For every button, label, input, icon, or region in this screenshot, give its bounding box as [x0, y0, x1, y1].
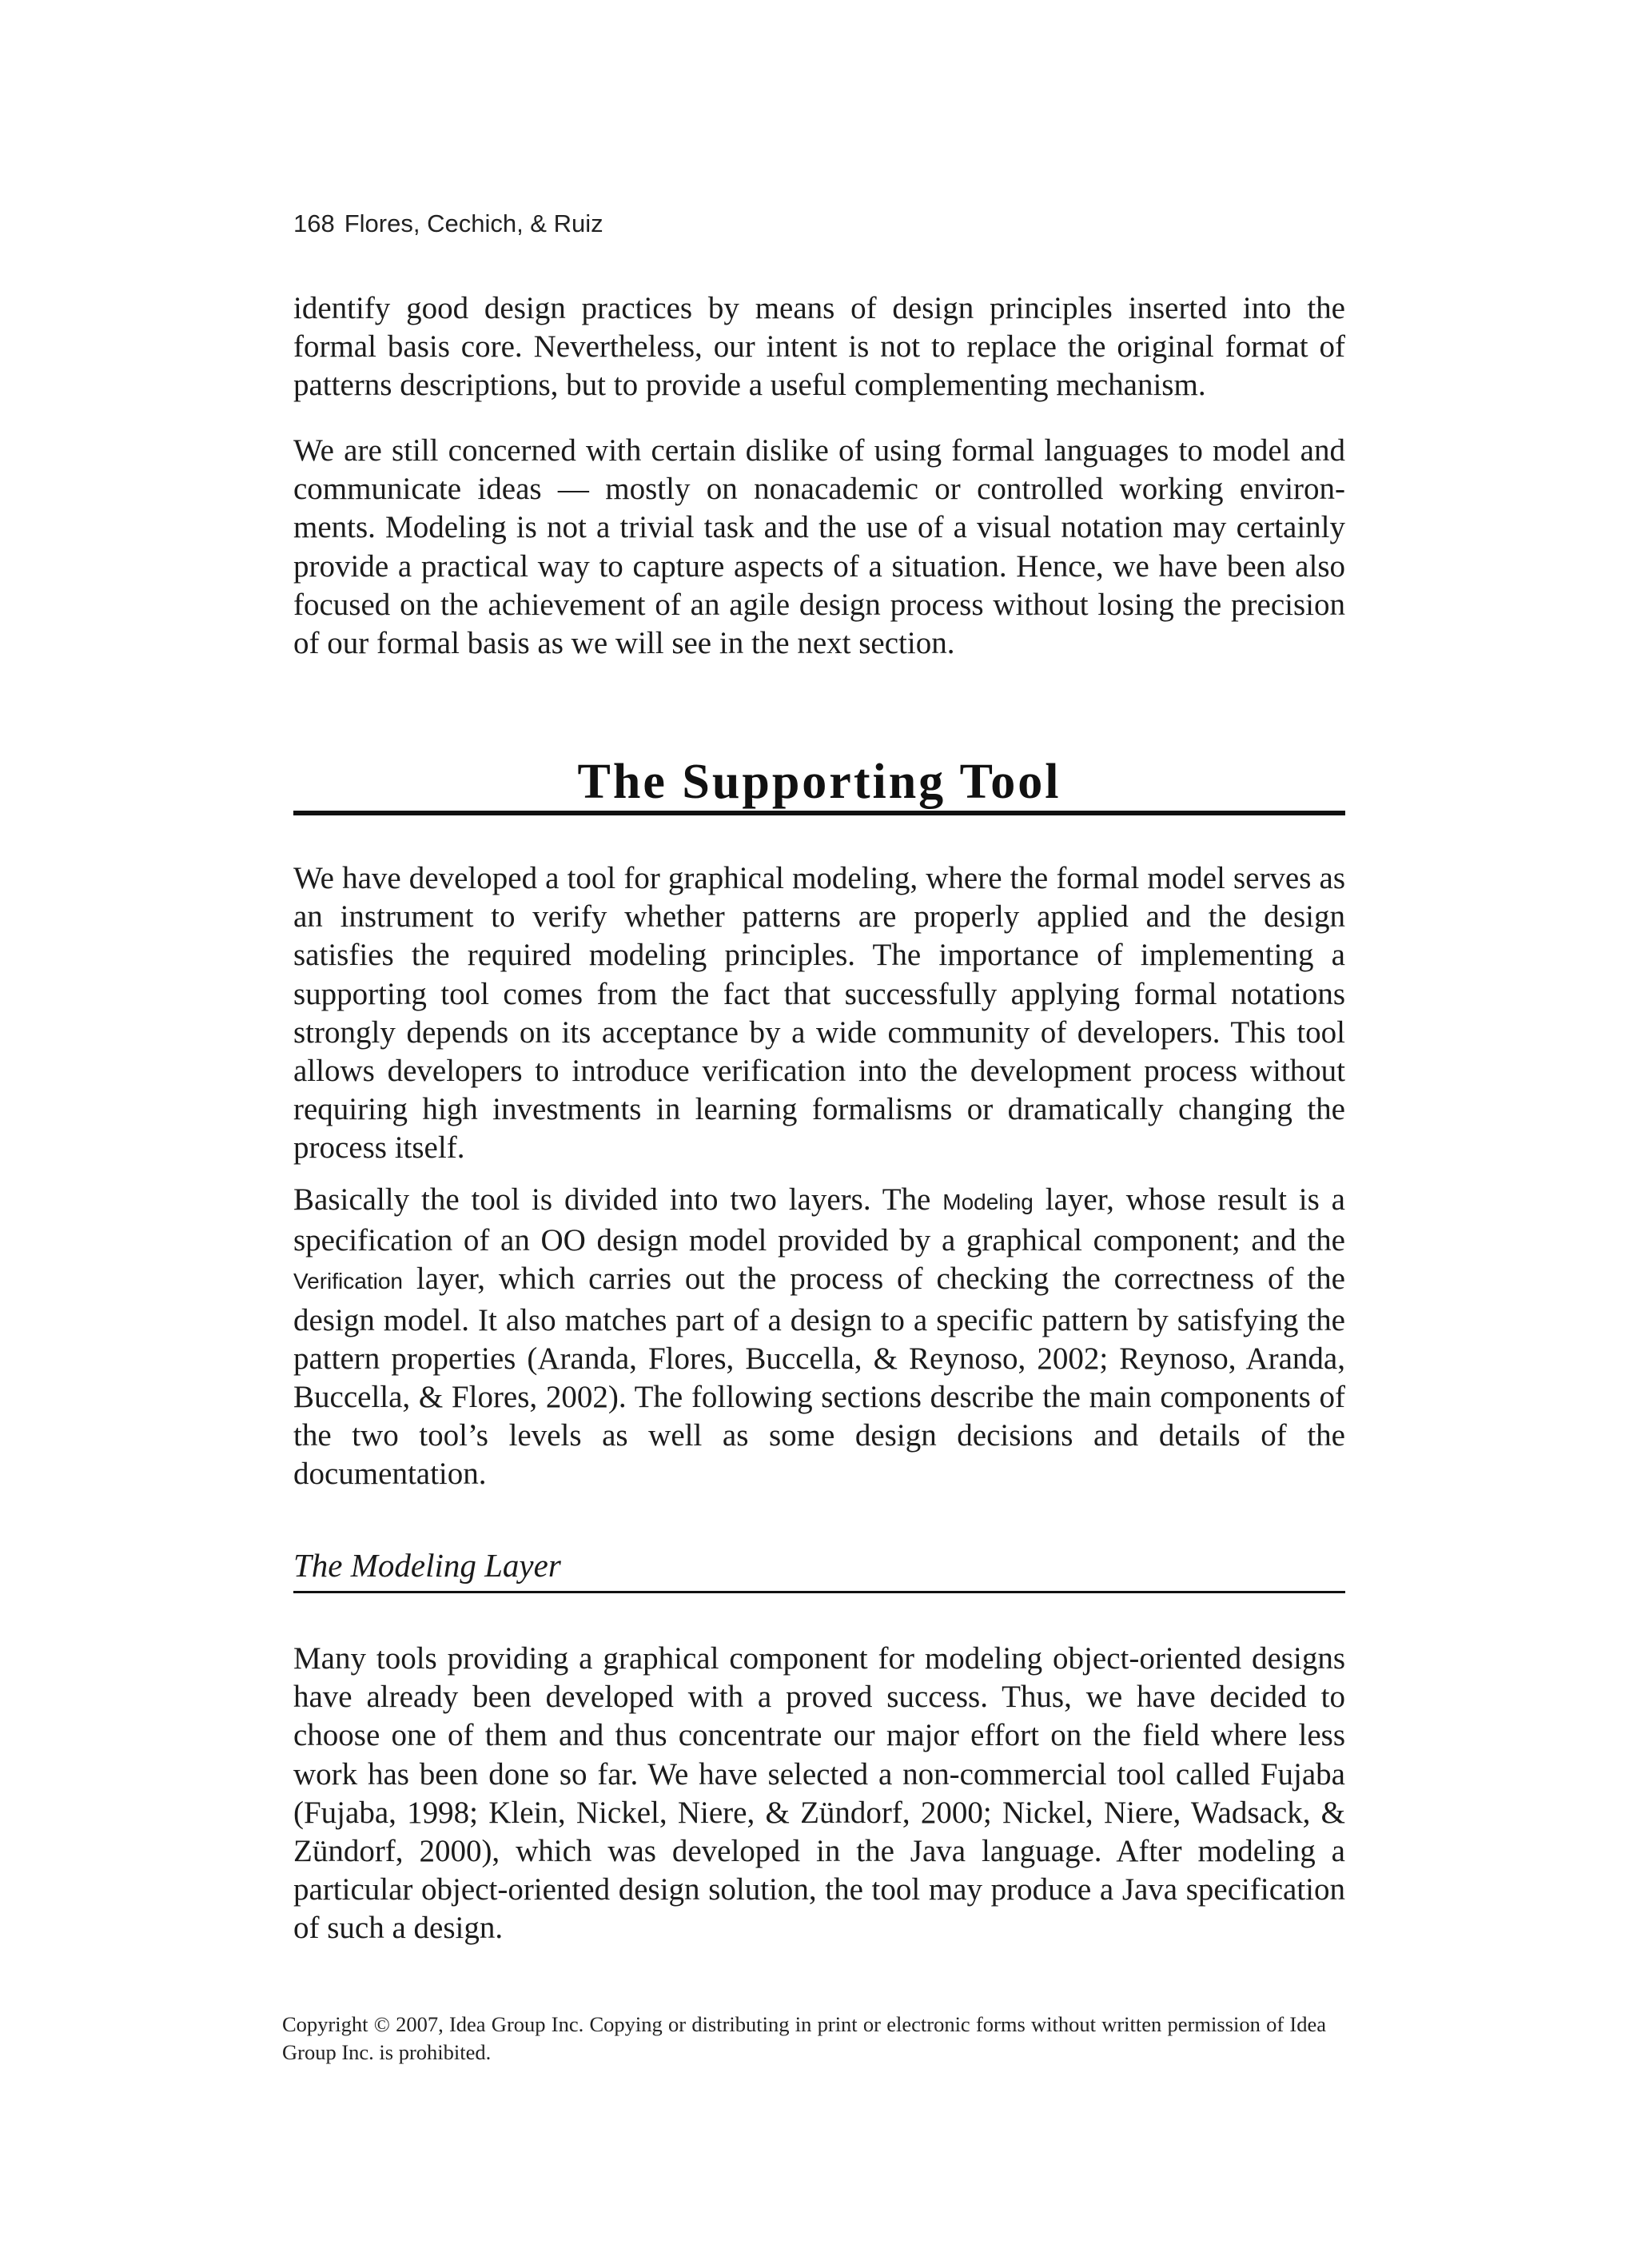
modeling-term: Modeling: [942, 1190, 1034, 1214]
section-heading-rule: [293, 811, 1345, 815]
body-paragraph-2: [293, 432, 1345, 663]
text-run: Basically the tool is divided into two layers. The: [293, 1182, 943, 1217]
text-run: layer, which carries out the process of checking the correctness of the design model. It also matches part of a design to a specific pattern by satisfying the pattern properties (Aranda, Flores, Buccella, & Reynoso, 2002; Reynoso, Aranda, Buccella, & Flores, 2002). The following sections describe the main components of the two tool’s levels as well as some design decisions and details of the documentation.: [293, 1262, 1345, 1492]
section-paragraph-1: [293, 859, 1345, 1168]
paragraph-text: identify good design practices by means of design principles inserted into the formal basis core. Nevertheless, our intent is not to replace the original format of patterns descriptions, but to provide a useful complementing mechanism.: [293, 291, 1345, 403]
text-run: layer, whose result is a specification of an OO design model provided by a graphical component; and the: [293, 1182, 1345, 1258]
section-paragraph-2: [293, 1181, 1345, 1494]
body-paragraph-1: [293, 289, 1345, 405]
subsection-heading-rule: [293, 1591, 1345, 1593]
running-head: [293, 209, 603, 238]
paragraph-text: We have developed a tool for graphical modeling, where the formal model serves as an instrument to verify whether patterns are properly applied and the design satisfies the required modeling principles. The importance of implementing a supporting tool comes from the fact that successfully applying formal notations strongly depends on its acceptance by a wide community of developers. This tool allows developers to introduce verification into the development process without requiring high investments in learning formalisms or dramatically changing the process itself.: [293, 861, 1345, 1166]
paragraph-text: Many tools providing a graphical component for modeling object-oriented designs have already been developed with a proved success. Thus, we have decided to choose one of them and thus concentrate our major effort on the field where less work has been done so far. We have selected a non-commercial tool called Fujaba (Fujaba, 1998; Klein, Nickel, Niere, & Zündorf, 2000; Nickel, Niere, Wadsack, & Zündorf, 2000), which was developed in the Java language. After modeling a particular object-oriented design solution, the tool may produce a Java specification of such a design.: [293, 1641, 1345, 1946]
running-head-authors: Flores, Cechich, & Ruiz: [344, 209, 603, 237]
copyright-notice: Copyright © 2007, Idea Group Inc. Copying or distributing in print or electronic forms without written permission of Idea Group Inc. is prohibited.: [282, 2012, 1326, 2064]
section-heading: The Supporting Tool: [577, 755, 1061, 809]
paragraph-text: We are still concerned with certain dislike of using formal languages to model and communicate ideas — mostly on nonacademic or controlled working environ-ments. Modeling is not a trivial task and the use of a visual notation may certainly provide a practical way to capture aspects of a situation. Hence, we have been also focused on the achievement of an agile design process without losing the precision of our formal basis as we will see in the next section.: [293, 433, 1345, 661]
verification-term: Verification: [293, 1269, 403, 1294]
subsection-paragraph-1: [293, 1640, 1345, 1948]
paragraph-text: [293, 1181, 1345, 1494]
page-number: 168: [293, 209, 335, 237]
subsection-heading: The Modeling Layer: [293, 1547, 561, 1584]
